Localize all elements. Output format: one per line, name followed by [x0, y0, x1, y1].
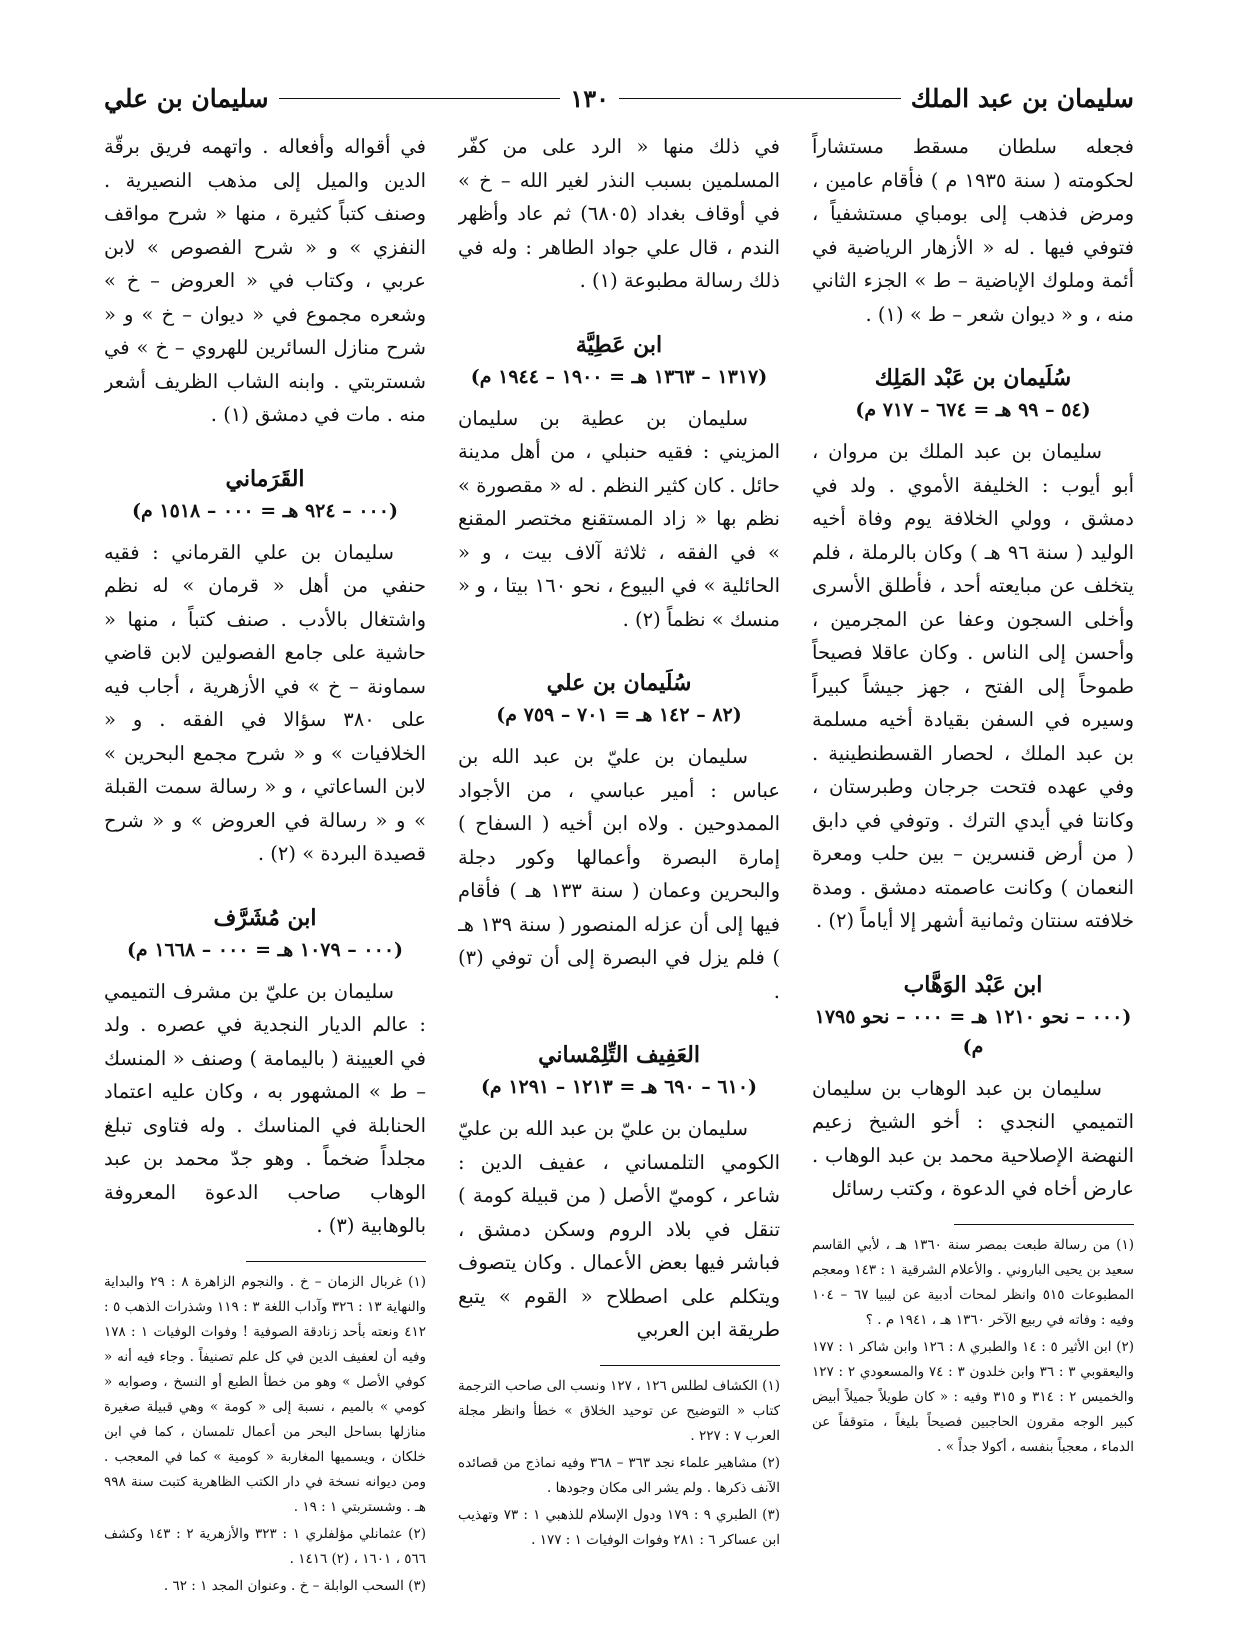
entry: [458, 1038, 780, 1347]
footnote: (١) من رسالة طبعت بمصر سنة ١٣٦٠ هـ ، لأبي القاسم سعيد بن يحيى الباروني . والأعلام الشرقية ١ : ١٤٣ ومعجم المطبوعات ٥١٥ وانظر لمحات أدبية عن ليبيا ٦٧ – ١٠٤ وفيه : وفاته في ربيع الآخر ١٣٦٠ هـ ، ١٩٤١ م . ؟: [812, 1236, 1134, 1328]
entry-text: سليمان بن عليّ بن عبد الله بن عليّ الكومي التلمساني ، عفيف الدين : شاعر ، كوميّ الأصل ( من قبيلة كومة ) تنقل في بلاد الروم وسكن دمشق ، فباشر فيها بعض الأعمال . وكان يتصوف ويتكلم على اصطلاح « القوم » يتبع طريقة ابن العربي: [458, 1117, 780, 1341]
entry: [104, 462, 426, 871]
entry: [458, 666, 780, 1008]
footnotes: [812, 1233, 1134, 1460]
entry-dates: (٨٢ – ١٤٢ هـ = ٧٠١ – ٧٥٩ م): [496, 704, 742, 726]
entry-title: ابن عَطِيَّة: [575, 331, 663, 358]
footnote-rule: [600, 1365, 780, 1366]
footnotes: [104, 1270, 426, 1599]
entry-dates: (٦١٠ – ٦٩٠ هـ = ١٢١٣ – ١٢٩١ م): [480, 1076, 758, 1098]
header-entry-left: سليمان بن علي: [103, 83, 269, 113]
entry: [104, 901, 426, 1243]
footnote: (٢) عثمانلي مؤلفلري ١ : ٣٢٣ والأزهرية ٢ : ١٤٣ وكشف ٥٦٦ ، ١٦٠١ ، (٢) ١٤١٦ .: [104, 1525, 426, 1567]
page-number: ١٣٠: [570, 83, 610, 113]
footnote-rule: [246, 1261, 426, 1262]
footnote: (٢) مشاهير علماء نجد ٣٦٣ – ٣٦٨ وفيه نماذج من قصائده الآنف ذكرها . ولم يشر الى مكان وجودها .: [458, 1454, 780, 1496]
entry-title: ابن مُشَرَّف: [213, 904, 317, 931]
entry-dates: (٠٠٠ – ٩٢٤ هـ = ٠٠٠ – ١٥١٨ م): [132, 499, 398, 522]
entry-dates: (٠٠٠ – ١٠٧٩ هـ = ٠٠٠ – ١٦٦٨ م): [126, 938, 404, 961]
entry-title: سُلَيمان بن عَبْد المَلِك: [874, 365, 1072, 391]
column-body: [458, 130, 780, 1347]
continued-text: في ذلك منها « الرد على من كفّر المسلمين بسبب النذر لغير الله – خ » في أوقاف بغداد (٦٨٠٥) ثم عاد وأظهر الندم ، قال علي جواد الطاهر : وله في ذلك رسالة مطبوعة (١) .: [458, 135, 780, 292]
entry: [812, 968, 1134, 1206]
entry-title: القَرَماني: [225, 465, 305, 492]
footnotes: [458, 1374, 780, 1553]
column-body: [104, 130, 426, 1243]
continued-text: فجعله سلطان مسقط مستشاراً لحكومته ( سنة ١٩٣٥ م ) فأقام عامين ، ومرض فذهب إلى بومباي مستشفياً ، فتوفي فيها . له « الأزهار الرياضية في أئمة وملوك الإباضية – ط » الجزء الثاني منه ، و « ديوان شعر – ط » (١) .: [812, 135, 1134, 326]
column-body: [812, 130, 1134, 1206]
column-left: [104, 130, 426, 1618]
header-rule-left: [279, 98, 561, 99]
footnote: (٣) السحب الوابلة – خ . وعنوان المجد ١ : ٦٢ .: [163, 1577, 426, 1594]
entry-title: سُلَيمان بن علي: [546, 670, 692, 696]
entry-title: العَفِيف التِّلِمْساني: [538, 1042, 700, 1068]
running-header: [104, 78, 1134, 118]
entry-text: سليمان بن علي القرماني : فقيه حنفي من أهل « قرمان » له نظم واشتغال بالأدب . صنف كتباً ، منها « حاشية على جامع الفصولين لابن قاضي سماونة – خ » في الأزهرية ، أجاب فيه على ٣٨٠ سؤالا في الفقه . و « الخلافيات » و « شرح مجمع البحرين » لابن الساعاتي ، و « رسالة سمت القبلة » و « رسالة في العروض » و « شرح قصيدة البردة » (٢) .: [104, 540, 426, 865]
footnote: (١) غربال الزمان – خ . والنجوم الزاهرة ٨ : ٢٩ والبداية والنهاية ١٣ : ٣٢٦ وآداب اللغة ٣ : ١١٩ وشذرات الذهب ٥ : ٤١٢ ونعته بأحد زنادقة الصوفية ! وفوات الوفيات ١ : ١٧٨ وفيه أن لعفيف الدين في كل علم تصنيفاً . وجاء فيه أنه « كوفي الأصل » وهو من خطأ الطبع أو النسخ ، وصوابه « كومي » بالميم ، نسبة إلى « كومة » وهي قبيلة صغيرة منازلها بساحل البحر من أعمال تلمسان ، كما في ابن خلكان ، ويسميها المغاربة « كومية » كما في المعجب . ومن ديوانه نسخة في دار الكتب الظاهرية كتبت سنة ٩٩٨ هـ . وشستربتي ١ : ١٩ .: [104, 1273, 426, 1515]
page: [104, 78, 1134, 1618]
column-right: [812, 130, 1134, 1618]
footnote: (١) الكشاف لطلس ١٢٦ ، ١٢٧ ونسب الى صاحب الترجمة كتاب « التوضيح عن توحيد الخلاق » خطأ وانظر مجلة العرب ٧ : ٢٢٧ .: [458, 1377, 780, 1444]
footnote: (٣) الطبري ٩ : ١٧٩ ودول الإسلام للذهبي ١ : ٧٣ وتهذيب ابن عساكر ٦ : ٢٨١ وفوات الوفيات ١ : ١٧٧ .: [458, 1506, 780, 1548]
footnote: (٢) ابن الأثير ٥ : ١٤ والطبري ٨ : ١٢٦ وابن شاكر ١ : ١٧٧ واليعقوبي ٣ : ٣٦ وابن خلدون ٣ : ٧٤ والمسعودي ٢ : ١٢٧ والخميس ٢ : ٣١٤ و ٣١٥ وفيه : « كان طويلاً جميلاً أبيض كبير الوجه مقرون الحاجبين فصيحاً بليغاً ، متوقفاً عن الدماء ، معجباً بنفسه ، أكولا جداً » .: [812, 1338, 1134, 1455]
footnote-rule: [954, 1224, 1134, 1225]
entry-title: ابن عَبْد الوَهَّاب: [903, 971, 1043, 998]
continued-text: في أقواله وأفعاله . واتهمه فريق برقّة الدين والميل إلى مذهب النصيرية . وصنف كتباً كثيرة ، منها « شرح مواقف النفزي » و « شرح الفصوص » لابن عربي ، وكتاب في « العروض – خ » وشعره مجموع في « ديوان – خ » و « شرح منازل السائرين للهروي – خ » في شستربتي . وابنه الشاب الظريف أشعر منه . مات في دمشق (١) .: [104, 135, 426, 426]
entry-text: سليمان بن عبد الملك بن مروان ، أبو أيوب : الخليفة الأموي . ولد في دمشق ، وولي الخلافة يوم وفاة أخيه الوليد ( سنة ٩٦ هـ ) وكان بالرملة ، فلم يتخلف عن مبايعته أحد ، فأطلق الأسرى وأخلى السجون وعفا عن المجرمين ، وأحسن إلى الناس . وكان عاقلا فصيحاً طموحاً إلى الفتح ، جهز جيشاً كبيراً وسيره في السفن بقيادة أخيه مسلمة بن عبد الملك ، لحصار القسطنطينية . وفي عهده فتحت جرجان وطبرستان ، وكانتا في أيدي الترك . وتوفي في دابق ( من أرض قنسرين – بين حلب ومعرة النعمان ) وكانت عاصمته دمشق . ومدة خلافته سنتان وثمانية أشهر إلا أياماً (٢) .: [812, 440, 1134, 932]
entry-text: سليمان بن عبد الوهاب بن سليمان التميمي النجدي : أخو الشيخ زعيم النهضة الإصلاحية محمد بن عبد الوهاب . عارض أخاه في الدعوة ، وكتب رسائل: [812, 1076, 1134, 1200]
column-middle: [458, 130, 780, 1618]
entry: [812, 361, 1134, 938]
header-entry-right: سليمان بن عبد الملك: [910, 83, 1134, 113]
entry-text: سليمان بن عطية بن سليمان المزيني : فقيه حنبلي ، من أهل مدينة حائل . كان كثير النظم . له « مقصورة » نظم بها « زاد المستقنع مختصر المقنع » في الفقه ، ثلاثة آلاف بيت ، و « الحائلية » في البيوع ، نحو ١٦٠ بيتا ، و « منسك » نظماً (٢) .: [458, 406, 780, 631]
entry-dates: (٠٠٠ – نحو ١٢١٠ هـ = ٠٠٠ – نحو ١٧٩٥ م): [814, 1005, 1132, 1058]
entry-dates: (٥٤ – ٩٩ هـ = ٦٧٤ – ٧١٧ م): [855, 399, 1091, 421]
entry-dates: (١٣١٧ – ١٣٦٣ هـ = ١٩٠٠ – ١٩٤٤ م): [470, 365, 768, 388]
entry: [458, 328, 780, 637]
columns: [104, 130, 1134, 1618]
entry-text: سليمان بن عليّ بن عبد الله بن عباس : أمير عباسي ، من الأجواد الممدوحين . ولاه ابن أخيه ( السفاح ) إمارة البصرة وأعمالها وكور دجلة والبحرين وعمان ( سنة ١٣٣ هـ ) فأقام فيها إلى أن عزله المنصور ( سنة ١٣٩ هـ ) فلم يزل في البصرة إلى أن توفي (٣) .: [458, 745, 780, 1003]
entry-text: سليمان بن عليّ بن مشرف التميمي : عالم الديار النجدية في عصره . ولد في العيينة ( باليمامة ) وصنف « المنسك – ط » المشهور به ، وكان عليه اعتماد الحنابلة في المناسك . وله فتاوى تبلغ مجلداً ضخماً . وهو جدّ محمد بن عبد الوهاب صاحب الدعوة المعروفة بالوهابية (٣) .: [104, 979, 426, 1237]
header-rule-right: [619, 98, 901, 99]
